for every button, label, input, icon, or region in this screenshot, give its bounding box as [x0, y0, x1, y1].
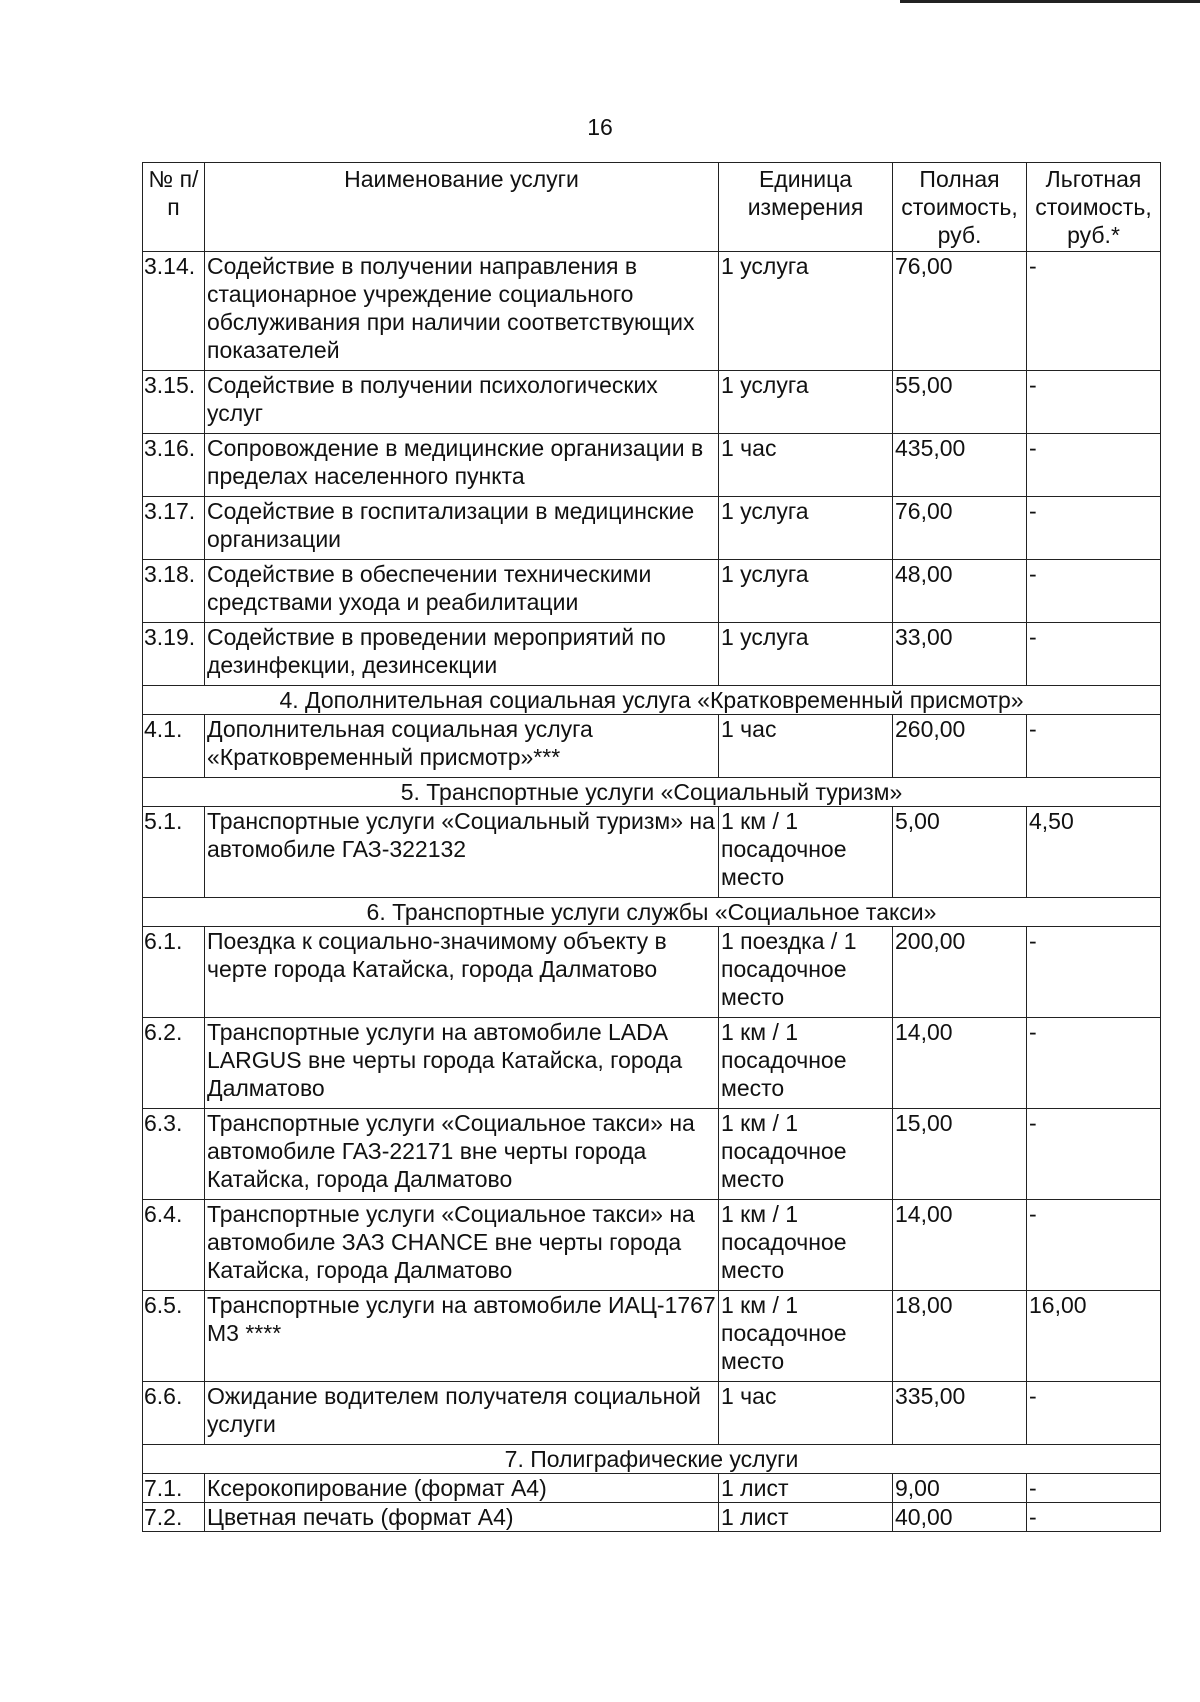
row-unit: 1 услуга	[719, 560, 893, 623]
row-name: Содействие в получении направления в стационарное учреждение социального обслуживания при наличии соответствующих показателей	[205, 252, 719, 371]
row-num: 6.1.	[143, 927, 205, 1018]
table-row	[143, 807, 1161, 898]
row-unit: 1 час	[719, 434, 893, 497]
table-row	[143, 1200, 1161, 1291]
row-discount-cost: 16,00	[1027, 1291, 1161, 1382]
table-row	[143, 560, 1161, 623]
row-num: 6.2.	[143, 1018, 205, 1109]
row-name: Содействие в обеспечении техническими средствами ухода и реабилитации	[205, 560, 719, 623]
row-unit: 1 услуга	[719, 371, 893, 434]
row-name: Сопровождение в медицинские организации в пределах населенного пункта	[205, 434, 719, 497]
row-unit: 1 час	[719, 1382, 893, 1445]
row-name: Содействие в проведении мероприятий по дезинфекции, дезинсекции	[205, 623, 719, 686]
row-unit: 1 услуга	[719, 497, 893, 560]
section-title: 5. Транспортные услуги «Социальный туризм»	[143, 778, 1161, 807]
row-discount-cost: -	[1027, 1382, 1161, 1445]
row-full-cost: 76,00	[893, 252, 1027, 371]
row-name: Ксерокопирование (формат А4)	[205, 1474, 719, 1503]
row-num: 3.16.	[143, 434, 205, 497]
row-discount-cost: 4,50	[1027, 807, 1161, 898]
row-discount-cost: -	[1027, 1503, 1161, 1532]
row-num: 5.1.	[143, 807, 205, 898]
row-full-cost: 55,00	[893, 371, 1027, 434]
row-num: 6.6.	[143, 1382, 205, 1445]
row-full-cost: 76,00	[893, 497, 1027, 560]
row-full-cost: 33,00	[893, 623, 1027, 686]
table-row	[143, 1382, 1161, 1445]
row-unit: 1 услуга	[719, 252, 893, 371]
page-number: 16	[587, 114, 613, 140]
row-num: 3.18.	[143, 560, 205, 623]
table-row	[143, 715, 1161, 778]
row-name: Транспортные услуги на автомобиле ИАЦ-1767 М3 ****	[205, 1291, 719, 1382]
row-full-cost: 5,00	[893, 807, 1027, 898]
services-price-table	[142, 162, 1161, 1532]
row-full-cost: 260,00	[893, 715, 1027, 778]
row-name: Содействие в получении психологических услуг	[205, 371, 719, 434]
table-row	[143, 497, 1161, 560]
row-unit: 1 км / 1 посадочное место	[719, 1291, 893, 1382]
row-unit: 1 поездка / 1 посадочное место	[719, 927, 893, 1018]
row-num: 4.1.	[143, 715, 205, 778]
row-name: Транспортные услуги на автомобиле LADA LARGUS вне черты города Катайска, города Далматово	[205, 1018, 719, 1109]
row-discount-cost: -	[1027, 1474, 1161, 1503]
section-title: 6. Транспортные услуги службы «Социальное такси»	[143, 898, 1161, 927]
table-row	[143, 1474, 1161, 1503]
row-discount-cost: -	[1027, 560, 1161, 623]
row-discount-cost: -	[1027, 371, 1161, 434]
row-full-cost: 48,00	[893, 560, 1027, 623]
section-title: 7. Полиграфические услуги	[143, 1445, 1161, 1474]
row-unit: 1 км / 1 посадочное место	[719, 1200, 893, 1291]
row-full-cost: 435,00	[893, 434, 1027, 497]
section-header-row	[143, 778, 1161, 807]
table-row	[143, 1018, 1161, 1109]
row-unit: 1 лист	[719, 1503, 893, 1532]
table-row	[143, 623, 1161, 686]
table-row	[143, 1291, 1161, 1382]
row-discount-cost: -	[1027, 434, 1161, 497]
row-discount-cost: -	[1027, 715, 1161, 778]
row-unit: 1 км / 1 посадочное место	[719, 807, 893, 898]
row-name: Поездка к социально-значимому объекту в черте города Катайска, города Далматово	[205, 927, 719, 1018]
row-num: 3.15.	[143, 371, 205, 434]
row-discount-cost: -	[1027, 252, 1161, 371]
header-unit: Единица измерения	[719, 163, 893, 252]
row-full-cost: 14,00	[893, 1200, 1027, 1291]
row-num: 3.14.	[143, 252, 205, 371]
row-discount-cost: -	[1027, 497, 1161, 560]
row-discount-cost: -	[1027, 1109, 1161, 1200]
row-unit: 1 час	[719, 715, 893, 778]
row-discount-cost: -	[1027, 623, 1161, 686]
header-name: Наименование услуги	[205, 163, 719, 252]
row-name: Транспортные услуги «Социальное такси» на автомобиле ГАЗ-22171 вне черты города Катайска, города Далматово	[205, 1109, 719, 1200]
section-header-row	[143, 686, 1161, 715]
row-unit: 1 лист	[719, 1474, 893, 1503]
table-row	[143, 1503, 1161, 1532]
row-name: Дополнительная социальная услуга «Кратковременный присмотр»***	[205, 715, 719, 778]
table-row	[143, 371, 1161, 434]
header-discount-cost: Льготная стоимость, руб.*	[1027, 163, 1161, 252]
table-row	[143, 434, 1161, 497]
row-discount-cost: -	[1027, 1018, 1161, 1109]
row-discount-cost: -	[1027, 1200, 1161, 1291]
row-full-cost: 40,00	[893, 1503, 1027, 1532]
row-name: Содействие в госпитализации в медицинские организации	[205, 497, 719, 560]
row-num: 6.3.	[143, 1109, 205, 1200]
header-num: № п/п	[143, 163, 205, 252]
row-name: Цветная печать (формат А4)	[205, 1503, 719, 1532]
row-name: Ожидание водителем получателя социальной услуги	[205, 1382, 719, 1445]
row-discount-cost: -	[1027, 927, 1161, 1018]
table-row	[143, 927, 1161, 1018]
row-full-cost: 15,00	[893, 1109, 1027, 1200]
row-full-cost: 9,00	[893, 1474, 1027, 1503]
row-name: Транспортные услуги «Социальное такси» на автомобиле ЗАЗ CHANCE вне черты города Катайска, города Далматово	[205, 1200, 719, 1291]
section-title: 4. Дополнительная социальная услуга «Кратковременный присмотр»	[143, 686, 1161, 715]
section-header-row	[143, 1445, 1161, 1474]
table-header-row	[143, 163, 1161, 252]
table-row	[143, 252, 1161, 371]
row-num: 6.5.	[143, 1291, 205, 1382]
row-unit: 1 км / 1 посадочное место	[719, 1109, 893, 1200]
scan-edge-line	[900, 0, 1200, 3]
row-full-cost: 18,00	[893, 1291, 1027, 1382]
header-full-cost: Полная стоимость, руб.	[893, 163, 1027, 252]
row-num: 3.17.	[143, 497, 205, 560]
row-full-cost: 200,00	[893, 927, 1027, 1018]
row-num: 7.2.	[143, 1503, 205, 1532]
row-unit: 1 услуга	[719, 623, 893, 686]
row-num: 3.19.	[143, 623, 205, 686]
row-name: Транспортные услуги «Социальный туризм» на автомобиле ГАЗ-322132	[205, 807, 719, 898]
row-full-cost: 335,00	[893, 1382, 1027, 1445]
row-num: 7.1.	[143, 1474, 205, 1503]
row-num: 6.4.	[143, 1200, 205, 1291]
section-header-row	[143, 898, 1161, 927]
row-full-cost: 14,00	[893, 1018, 1027, 1109]
row-unit: 1 км / 1 посадочное место	[719, 1018, 893, 1109]
table-row	[143, 1109, 1161, 1200]
